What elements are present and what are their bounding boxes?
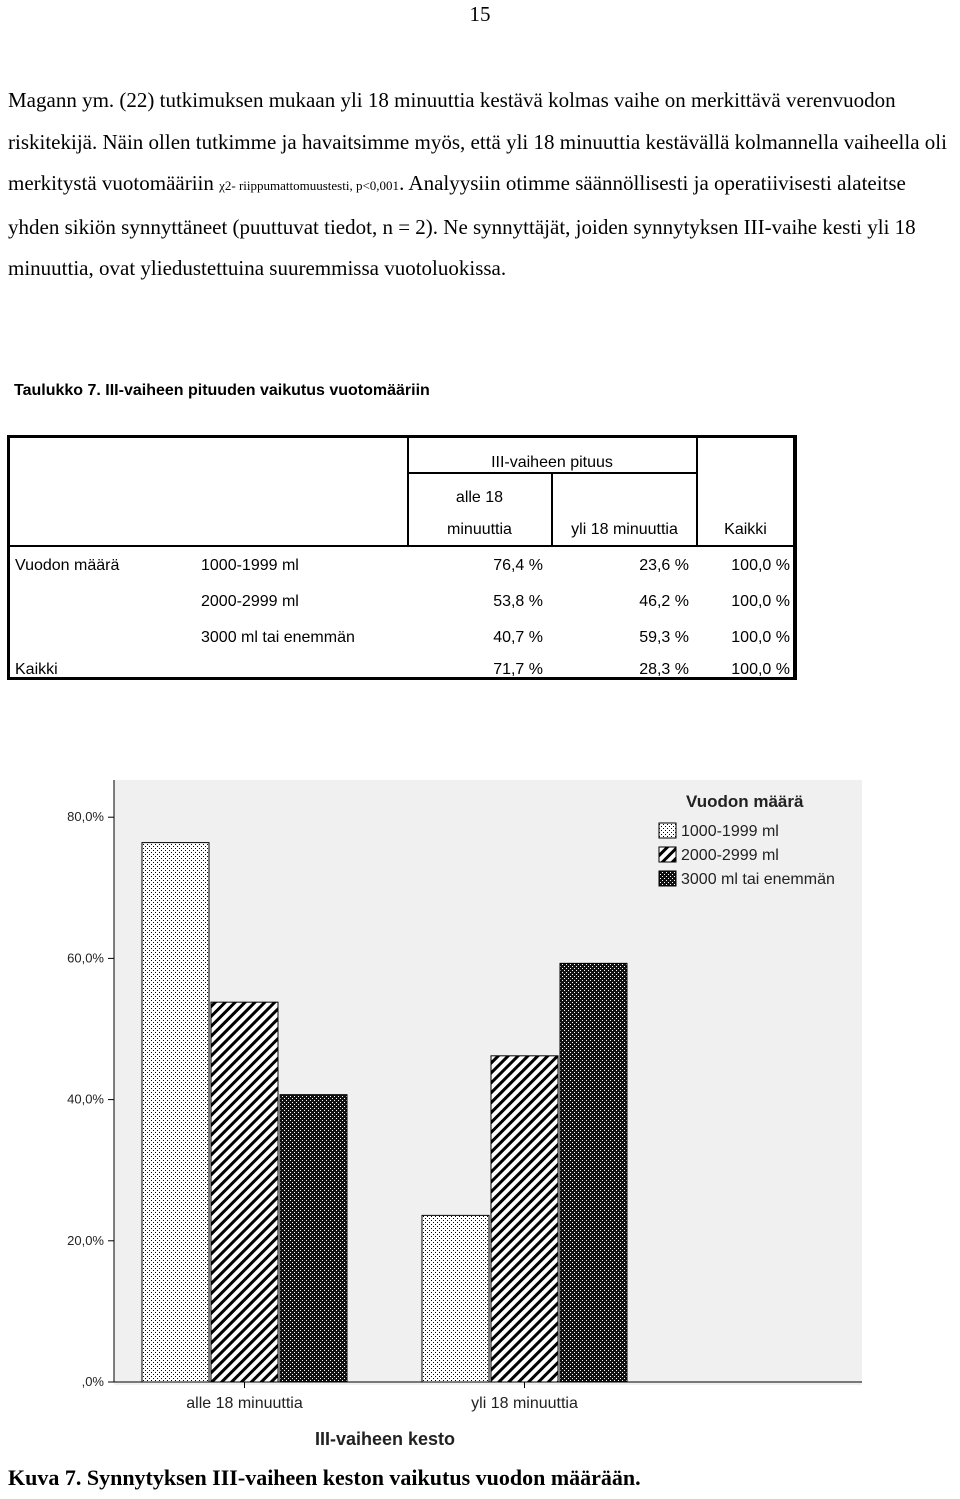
crosstab-table: [7, 435, 797, 680]
table-cell: 28,3 %: [639, 661, 689, 678]
group-header: III-vaiheen pituus: [491, 454, 613, 471]
chi-square-note: χ2- riippumattomuustesti, p<0,001: [219, 178, 400, 193]
col-header-kaikki: Kaikki: [724, 521, 767, 538]
y-tick-label: 60,0%: [67, 950, 104, 966]
y-tick-label: 20,0%: [67, 1232, 104, 1248]
row-group-label: Vuodon määrä: [15, 557, 120, 574]
y-tick-label: 40,0%: [67, 1091, 104, 1107]
table-cell: 100,0 %: [731, 593, 790, 610]
table-cell: 100,0 %: [731, 661, 790, 678]
col-header-yli-18: yli 18 minuuttia: [571, 521, 678, 538]
legend-label: 1000-1999 ml: [681, 823, 779, 840]
legend-label: 2000-2999 ml: [681, 847, 779, 864]
y-tick-label: 80,0%: [67, 809, 104, 825]
header-separator: [10, 545, 793, 547]
bar: [211, 1002, 278, 1382]
x-axis-label: III-vaiheen kesto: [314, 1429, 456, 1449]
figure-caption: Kuva 7. Synnytyksen III-vaiheen keston vaikutus vuodon määrään.: [8, 1465, 641, 1490]
table-cell: 71,7 %: [493, 661, 543, 678]
legend-swatch: [659, 847, 676, 862]
paragraph-text-2: . Analyysiin otimme säännöllisesti ja operatiivisesti alateitse yhden sikiön synnyttäneet (puuttuvat tiedot, n = 2). Ne synnyttäjät, joiden synnytyksen III-vaihe kesti yli 18 minuuttia, ovat yliedustettuina suuremmissa vuotoluokissa.: [8, 171, 916, 280]
col-header-alle-18-line2: minuuttia: [447, 521, 512, 538]
total-row-label: Kaikki: [15, 661, 58, 678]
table-cell: 23,6 %: [639, 557, 689, 574]
legend-swatch: [659, 823, 676, 838]
row-label: 1000-1999 ml: [201, 557, 299, 574]
bar: [491, 1056, 558, 1382]
page-number: 15: [469, 2, 491, 26]
table-cell: 59,3 %: [639, 629, 689, 646]
bar: [280, 1095, 347, 1382]
table-cell: 53,8 %: [493, 593, 543, 610]
table-cell: 76,4 %: [493, 557, 543, 574]
table-cell: 100,0 %: [731, 557, 790, 574]
table-cell: 46,2 %: [639, 593, 689, 610]
bar: [422, 1215, 489, 1382]
body-paragraph: [8, 80, 948, 290]
table-caption: Taulukko 7. III-vaiheen pituuden vaikutus vuotomääriin: [14, 382, 430, 399]
x-tick-label: yli 18 minuuttia: [471, 1395, 578, 1412]
col-header-alle-18-line1: alle 18: [455, 489, 504, 506]
table-cell: 40,7 %: [493, 629, 543, 646]
bar-chart: [0, 770, 960, 1460]
row-label: 3000 ml tai enemmän: [201, 629, 355, 646]
row-label: 2000-2999 ml: [201, 593, 299, 610]
bar: [560, 963, 627, 1382]
y-tick-label: ,0%: [81, 1374, 104, 1389]
legend-title: Vuodon määrä: [686, 792, 804, 811]
x-tick-label: alle 18 minuuttia: [186, 1395, 303, 1412]
paragraph-text-1: Magann ym. (22) tutkimuksen mukaan yli 18 minuuttia kestävä kolmas vaihe on merkittävä verenvuodon riskitekijä. Näin ollen tutkimme ja havaitsimme myös, että yli 18 minuuttia kestävällä kolmannella vaiheella oli merkitystä vuotomääriin: [8, 88, 947, 195]
legend-label: 3000 ml tai enemmän: [681, 871, 835, 888]
legend-swatch: [659, 871, 676, 886]
table-cell: 100,0 %: [731, 629, 790, 646]
bar: [142, 843, 209, 1382]
